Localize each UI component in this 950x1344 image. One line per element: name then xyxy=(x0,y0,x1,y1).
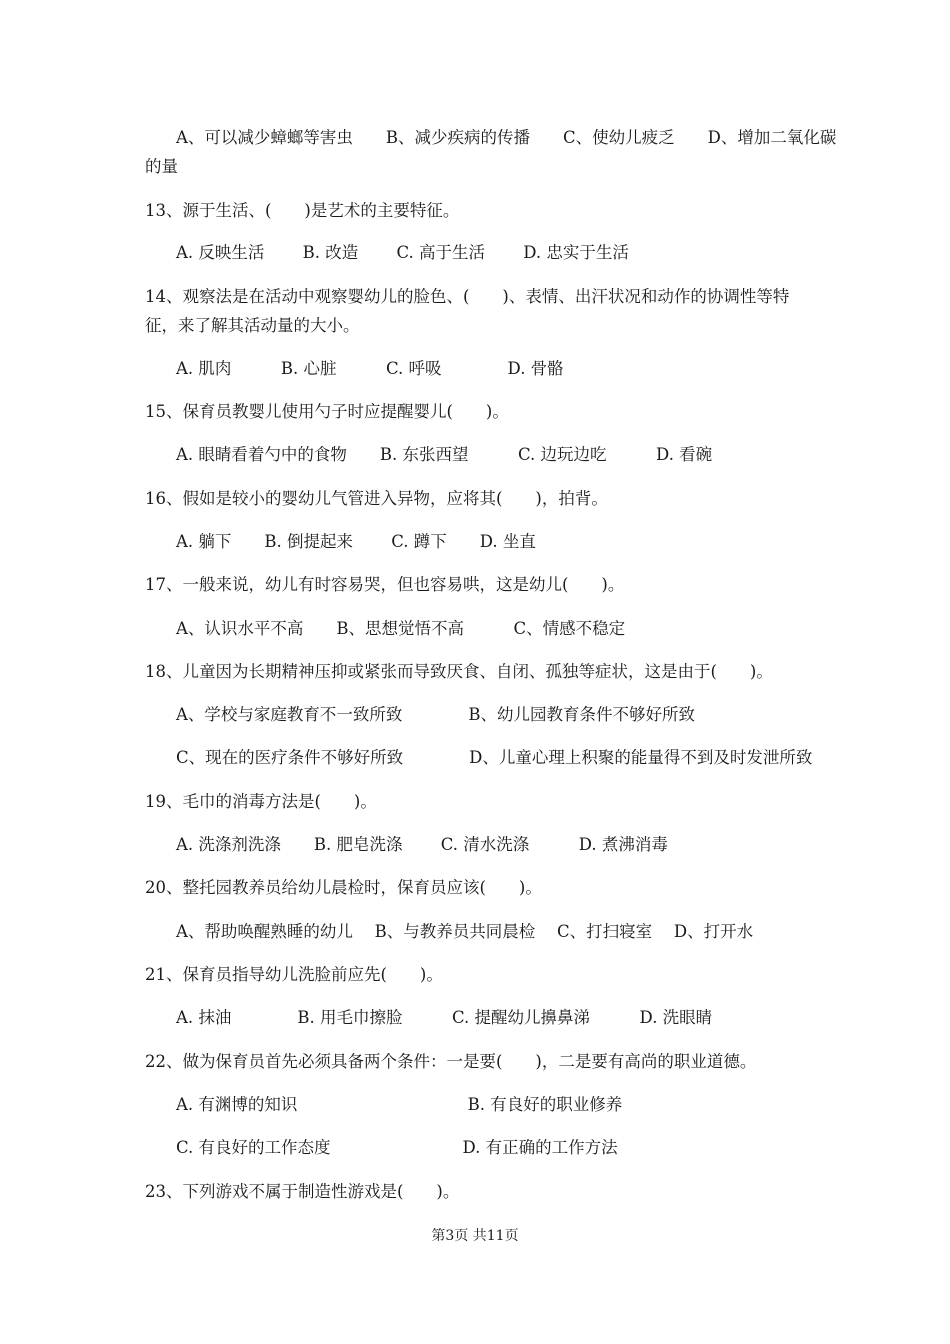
q17-options: A、认识水平不高 B、思想觉悟不高 C、情感不稳定 xyxy=(176,619,626,638)
question-23: 23、下列游戏不属于制造性游戏是( )。 xyxy=(145,1182,460,1201)
q22-options-cd: C. 有良好的工作态度 D. 有正确的工作方法 xyxy=(176,1138,618,1157)
question-14-continued: 征，来了解其活动量的大小。 xyxy=(145,316,360,335)
question-13: 13、源于生活、( )是艺术的主要特征。 xyxy=(145,201,460,220)
q12-options: A、可以减少蟑螂等害虫 B、减少疾病的传播 C、使幼儿疲乏 D、增加二氧化碳 xyxy=(176,128,837,147)
q15-options: A. 眼睛看着勺中的食物 B. 东张西望 C. 边玩边吃 D. 看碗 xyxy=(176,445,713,464)
question-18: 18、儿童因为长期精神压抑或紧张而导致厌食、自闭、孤独等症状，这是由于( )。 xyxy=(145,662,773,681)
question-14: 14、观察法是在活动中观察婴幼儿的脸色、( )、表情、出汗状况和动作的协调性等特 xyxy=(145,287,790,306)
question-19: 19、毛巾的消毒方法是( )。 xyxy=(145,792,377,811)
q19-options: A. 洗涤剂洗涤 B. 肥皂洗涤 C. 清水洗涤 D. 煮沸消毒 xyxy=(176,835,668,854)
q21-options: A. 抹油 B. 用毛巾擦脸 C. 提醒幼儿擤鼻涕 D. 洗眼睛 xyxy=(176,1008,713,1027)
q13-options: A. 反映生活 B. 改造 C. 高于生活 D. 忠实于生活 xyxy=(176,243,629,262)
q20-options: A、帮助唤醒熟睡的幼儿 B、与教养员共同晨检 C、打扫寝室 D、打开水 xyxy=(176,922,754,941)
question-21: 21、保育员指导幼儿洗脸前应先( )。 xyxy=(145,965,443,984)
page-footer: 第3页 共11页 xyxy=(431,1228,519,1244)
question-20: 20、整托园教养员给幼儿晨检时，保育员应该( )。 xyxy=(145,878,542,897)
question-16: 16、假如是较小的婴幼儿气管进入异物，应将其( )，拍背。 xyxy=(145,489,608,508)
question-17: 17、一般来说，幼儿有时容易哭，但也容易哄，这是幼儿( )。 xyxy=(145,575,625,594)
q16-options: A. 躺下 B. 倒提起来 C. 蹲下 D. 坐直 xyxy=(176,532,536,551)
q14-options: A. 肌肉 B. 心脏 C. 呼吸 D. 骨骼 xyxy=(176,359,564,378)
q18-options-cd: C、现在的医疗条件不够好所致 D、儿童心理上积聚的能量得不到及时发泄所致 xyxy=(176,748,813,767)
question-22: 22、做为保育员首先必须具备两个条件：一是要( )，二是要有高尚的职业道德。 xyxy=(145,1052,757,1071)
q18-options-ab: A、学校与家庭教育不一致所致 B、幼儿园教育条件不够好所致 xyxy=(176,705,696,724)
q12-options-continued: 的量 xyxy=(145,157,178,176)
q22-options-ab: A. 有渊博的知识 B. 有良好的职业修养 xyxy=(176,1095,623,1114)
question-15: 15、保育员教婴儿使用勺子时应提醒婴儿( )。 xyxy=(145,402,509,421)
